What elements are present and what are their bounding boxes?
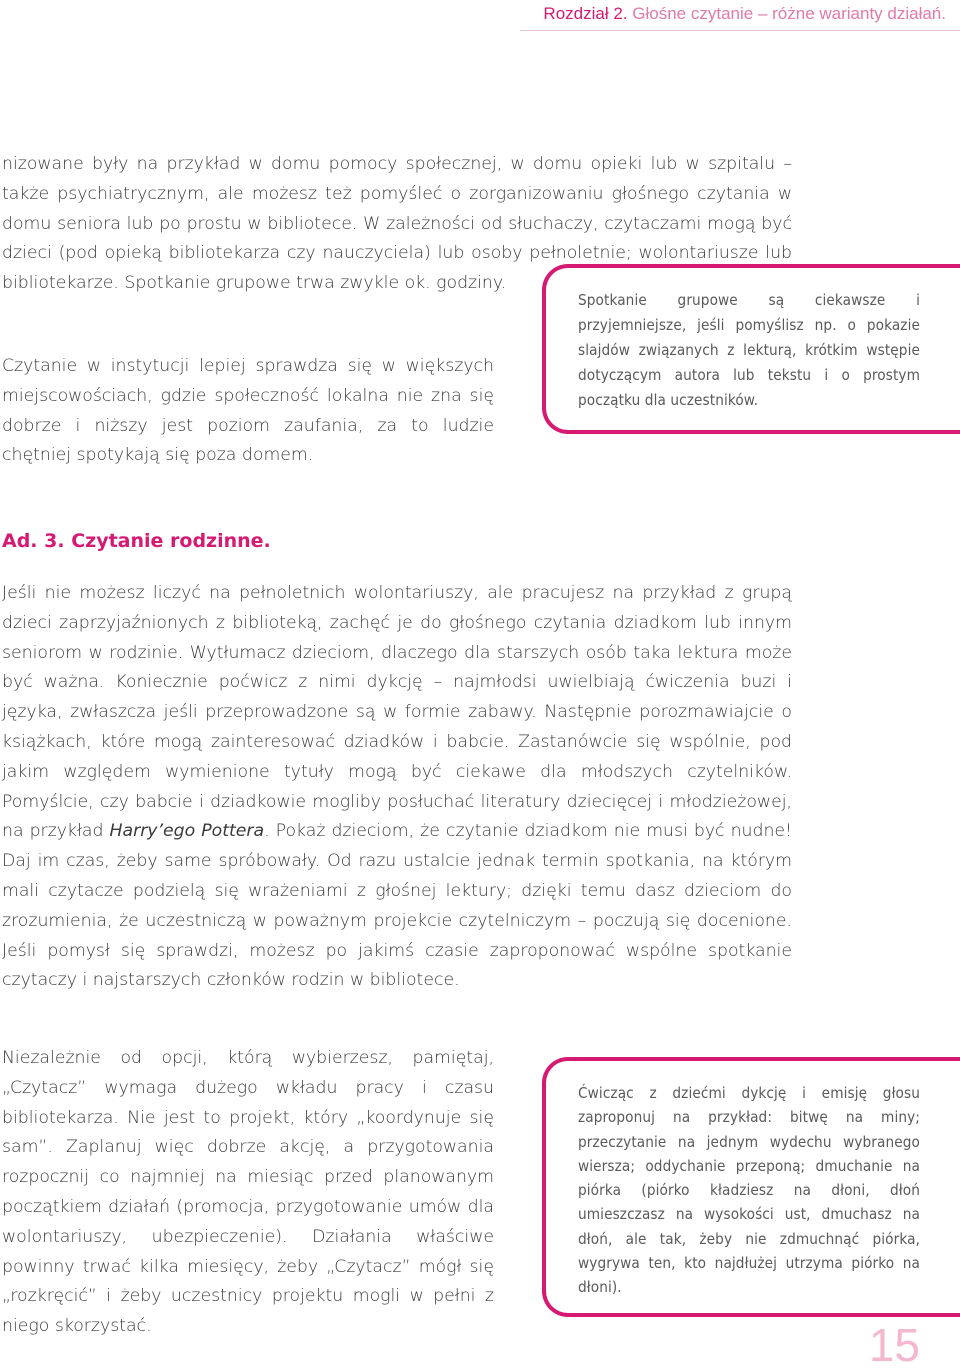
book-title: Harry’ego Pottera xyxy=(109,821,265,842)
section-title: Ad. 3. Czytanie rodzinne. xyxy=(2,530,271,552)
paragraph-3-text-after: . Pokaż dzieciom, że czytanie dziadkom nie musi być nudne! Daj im czas, żeby same spróbowały. Od razu ustalcie jednak termin spotkania, na którym mali czytacze podzielą się wrażeniami z głośnej lektury; dzięki temu dasz dzieciom do zrozumienia, że uczestniczą w poważnym projekcie czytelniczym – poczują się docenione. Jeśli pomysł się sprawdzi, możesz po jakimś czasie zaproponować wspólne spotkanie czytaczy i najstarszych członków rodzin w bibliotece. xyxy=(2,821,792,991)
tip-text-2: Ćwicząc z dziećmi dykcję i emisję głosu zaproponuj na przykład: bitwę na miny; przeczytanie na jednym wydechu wybranego wiersza; oddychanie przeponą; dmuchanie na piórka (piórko kładziesz na dłoni, dłoń umieszczasz na wysokości ust, dmuchasz na dłoń, ale tak, żeby nie zdmuchnąć piórka, wygrywa ten, kto najdłużej utrzyma piórko na dłoni). xyxy=(578,1084,920,1297)
tip-text-1: Spotkanie grupowe są ciekawsze i przyjemniejsze, jeśli pomyślisz np. o pokazie slajdów związanych z lekturą, krótkim wstępie dotyczącym autora lub tekstu i o prostym początku dla uczestników. xyxy=(578,291,920,409)
page-number: 15 xyxy=(868,1319,920,1371)
body-paragraph-2: Czytanie w instytucji lepiej sprawdza się w większych miejscowościach, gdzie społeczność lokalna nie zna się dobrze i niższy jest poziom zaufania, za to ludzie chętniej spotykają się poza domem. xyxy=(2,356,494,466)
body-paragraph-3 xyxy=(2,579,792,996)
chapter-label: Rozdział 2. xyxy=(543,4,628,23)
body-paragraph-4: Niezależnie od opcji, którą wybierzesz, pamiętaj, „Czytacz” wymaga dużego wkładu pracy i czasu bibliotekarza. Nie jest to projekt, który „koordynuje się sam”. Zaplanuj więc dobrze akcję, a przygotowania rozpocznij co najmniej na miesiąc przed planowanym początkiem działań (promocja, przygotowanie umów dla wolontariuszy, ubezpieczenie). Działania właściwe powinny trwać kilka miesięcy, żeby „Czytacz” mógł się „rozkręcić” i żeby uczestnicy projektu mogli w pełni z niego skorzystać. xyxy=(2,1048,494,1337)
header-divider xyxy=(520,30,960,31)
paragraph-3-text-before: Jeśli nie możesz liczyć na pełnoletnich wolontariuszy, ale pracujesz na przykład z grupą dzieci zaprzyjaźnionych z biblioteką, zachęć je do głośnego czytania dziadkom lub innym seniorom w rodzinie. Wytłumacz dzieciom, dlaczego dla starszych osób taka lektura może być ważna. Koniecznie poćwicz z nimi dykcję – najmłodsi uwielbiają ćwiczenia buzi i języka, zwłaszcza jeśli przeprowadzone są w formie zabawy. Następnie porozmawiajcie o książkach, które mogą zainteresować dziadków i babcie. Zastanówcie się wspólnie, pod jakim względem wymienione tytuły mogą być ciekawe dla młodszych czytelników. Pomyślcie, czy babcie i dziadkowie mogliby posłuchać literatury dziecięcej i młodzieżowej, na przykład xyxy=(2,583,792,842)
body-paragraph-1: nizowane były na przykład w domu pomocy społecznej, w domu opieki lub w szpitalu – także psychiatrycznym, ale możesz też pomyśleć o zorganizowaniu głośnego czytania w domu seniora lub po prostu w bibliotece. W zależności od słuchaczy, czytaczami mogą być dzieci (pod opieką bibliotekarza czy nauczyciela) lub osoby pełnoletnie; wolontariusze lub bibliotekarze. Spotkanie grupowe trwa zwykle ok. godziny. xyxy=(2,154,792,294)
running-header xyxy=(543,4,946,24)
chapter-title: Głośne czytanie – różne warianty działań. xyxy=(632,4,946,23)
